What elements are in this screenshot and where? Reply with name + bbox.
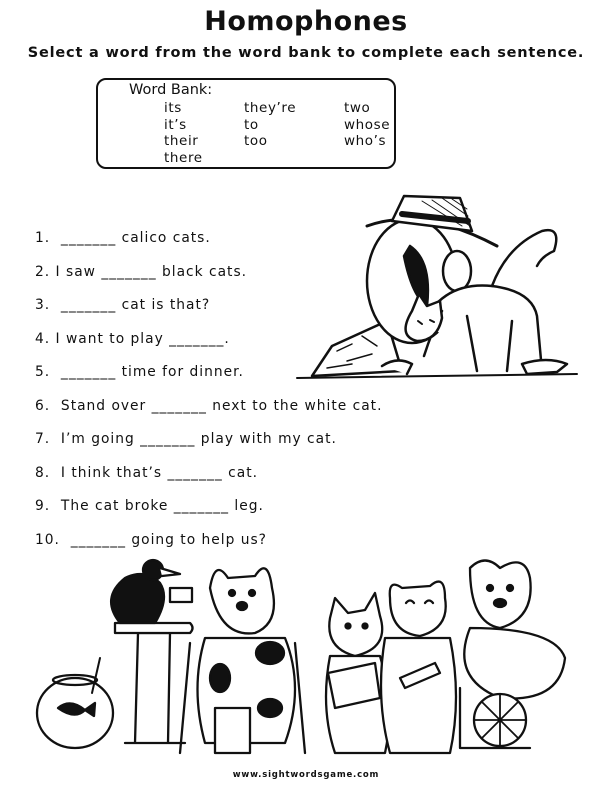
question-1: 1. _______ calico cats. — [35, 230, 211, 246]
word-bank-item: who’s — [344, 133, 387, 150]
footer-url: www.sightwordsgame.com — [232, 770, 380, 780]
question-9: 9. The cat broke _______ leg. — [35, 498, 264, 514]
word-bank-item: they’re — [244, 100, 297, 116]
man-and-cat-illustration — [292, 186, 582, 386]
page-title: Homophones — [204, 6, 408, 37]
word-bank-item: to — [244, 116, 259, 133]
word-bank-item: their — [164, 133, 199, 150]
word-bank-grid — [164, 100, 414, 167]
animals-illustration — [30, 548, 590, 763]
word-bank-item: there — [164, 150, 203, 167]
question-8: 8. I think that’s _______ cat. — [35, 465, 258, 481]
question-7: 7. I’m going _______ play with my cat. — [35, 431, 337, 447]
instructions: Select a word from the word bank to complete each sentence. — [27, 45, 585, 61]
question-2: 2. I saw _______ black cats. — [35, 264, 248, 280]
question-10: 10. _______ going to help us? — [35, 532, 268, 548]
word-bank-item: it’s — [164, 116, 187, 133]
question-3: 3. _______ cat is that? — [35, 297, 211, 313]
word-bank-item: whose — [344, 116, 391, 133]
word-bank-item: its — [164, 100, 182, 116]
question-4: 4. I want to play _______. — [35, 331, 230, 347]
word-bank-item: too — [244, 133, 268, 150]
question-6: 6. Stand over _______ next to the white cat. — [35, 398, 383, 414]
word-bank-item: two — [344, 100, 371, 116]
word-bank — [96, 78, 396, 169]
question-5: 5. _______ time for dinner. — [35, 364, 244, 380]
word-bank-title: Word Bank: — [129, 82, 213, 98]
